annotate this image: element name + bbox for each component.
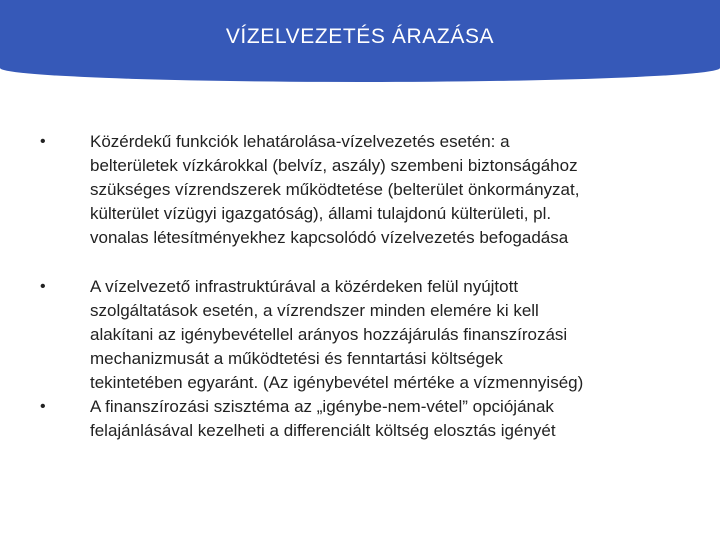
bullet-item-1 (90, 130, 682, 250)
bullet-line: alakítani az igénybevétellel arányos hozzájárulás finanszírozási (90, 325, 568, 344)
bullet-line: Közérdekű funkciók lehatárolása-vízelvezetés esetén: a (90, 132, 510, 151)
bullet-marker: • (40, 278, 46, 295)
bullet-item-3 (90, 395, 682, 443)
bullet-line: szolgáltatások esetén, a vízrendszer minden elemére ki kell (90, 301, 539, 320)
bullet-line: belterületek vízkárokkal (belvíz, aszály) szembeni biztonságához (90, 156, 578, 175)
bullet-item-2 (90, 275, 682, 395)
bullet-line: tekintetében egyaránt. (Az igénybevétel mértéke a vízmennyiség) (90, 373, 584, 392)
bullet-line: felajánlásával kezelheti a differenciált költség elosztás igényét (90, 421, 556, 440)
bullet-line: vonalas létesítményekhez kapcsolódó vízelvezetés befogadása (90, 228, 569, 247)
slide-title: VÍZELVEZETÉS ÁRAZÁSA (225, 25, 495, 48)
bullet-line: mechanizmusát a működtetési és fenntartási költségek (90, 349, 503, 368)
bullet-line: A vízelvezető infrastruktúrával a közérdeken felül nyújtott (90, 277, 519, 296)
bullet-line: szükséges vízrendszerek működtetése (belterület önkormányzat, (90, 180, 580, 199)
bullet-line: külterület vízügyi igazgatóság), állami tulajdonú külterületi, pl. (90, 204, 552, 223)
bullet-marker: • (40, 398, 46, 415)
bullet-marker: • (40, 133, 46, 150)
bullet-line: A finanszírozási szisztéma az „igénybe-nem-vétel” opciójának (90, 397, 554, 416)
